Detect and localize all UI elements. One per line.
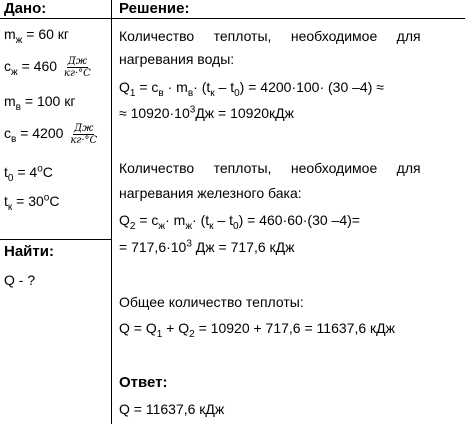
unit-fraction: $\frac{Дж}{кг\cdot^\circ C}$ <box>63 56 91 79</box>
given-heat-capacity-water: $c_в = 4200$ $\frac{Дж}{кг\cdot^\circ C}$ <box>4 123 98 146</box>
find-header: Найти: <box>4 243 54 260</box>
solution-paragraph-2-line-2: нагревания железного бака: <box>119 185 302 201</box>
solution-paragraph-2-line-1: Количество теплоты, необходимое для <box>119 160 421 176</box>
solution-paragraph-1-line-1: Количество теплоты, необходимое для <box>119 28 421 44</box>
solution-header: Решение: <box>119 0 190 17</box>
header-divider <box>0 18 465 19</box>
given-mass-water: $m_в = 100$ кг <box>4 93 76 113</box>
given-final-temp: $t_к = 30^oC$ <box>4 192 60 213</box>
solution-paragraph-1-line-2: нагревания воды: <box>119 51 235 67</box>
find-line: Q - ? <box>4 272 36 288</box>
equation-3: $Q = Q_1 + Q_2 = 10920 + 717,6 = 11637,6$ кДж <box>119 320 395 340</box>
given-heat-capacity-iron: $c_ж = 460$ $\frac{Дж}{кг\cdot^\circ C}$ <box>4 56 91 79</box>
equation-1-line-1: $Q_1 = c_в \cdot m_в\cdot (t_к - t_0) = 4200\cdot 100\cdot (30$ –4) ≈ <box>119 79 384 99</box>
answer-line: Q = 11637,6 кДж <box>119 401 225 417</box>
vertical-divider <box>111 0 112 424</box>
given-header: Дано: <box>4 0 47 17</box>
given-find-divider <box>0 239 112 240</box>
equation-2-line-2: = $717,6\cdot 10^3$ Дж = 717,6 кДж <box>119 238 295 255</box>
given-initial-temp: $t_0 = 4^oC$ <box>4 163 53 184</box>
equation-2-line-1: $Q_2 = c_ж\cdot m_ж\cdot (t_к - t_0) = 460\cdot 60\cdot(30$ –4)= <box>119 212 360 232</box>
equation-1-line-2: ≈ $10920\cdot 10^3Дж = 10920кДж$ <box>119 104 295 121</box>
given-mass-iron: $m_ж = 60$ кг <box>4 26 70 46</box>
solution-paragraph-3: Общее количество теплоты: <box>119 294 304 310</box>
answer-header: Ответ: <box>119 374 168 391</box>
unit-fraction: $\frac{Дж}{кг\cdot^\circ C}$ <box>70 123 98 146</box>
